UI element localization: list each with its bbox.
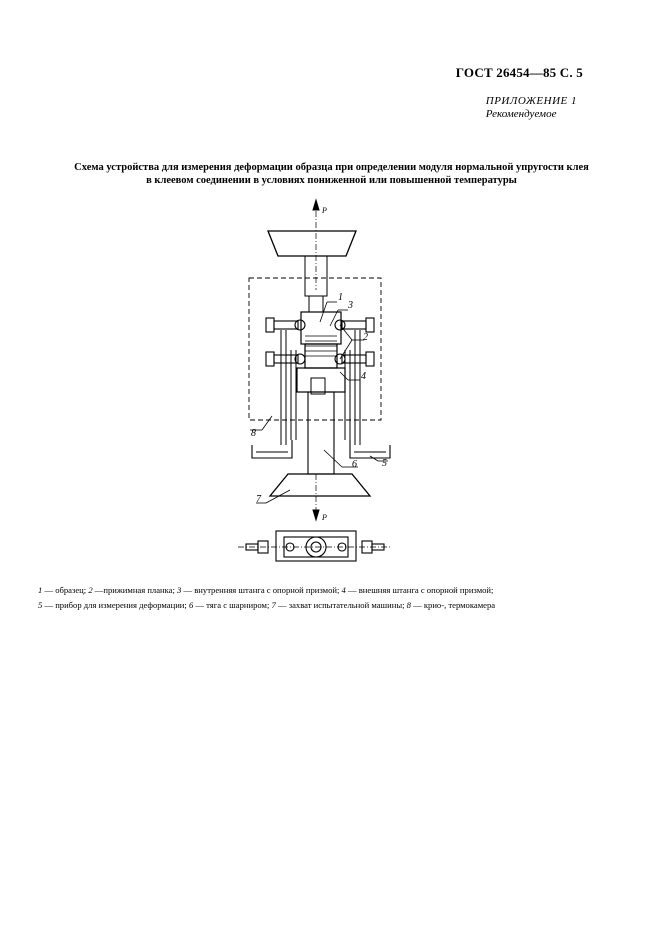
- legend-num: 7: [271, 600, 276, 610]
- force-arrow-top: [313, 200, 319, 290]
- specimen-assembly: [297, 312, 345, 394]
- label-2: 2: [363, 332, 368, 343]
- clamp-bars: [266, 318, 374, 366]
- legend-text: — внешняя штанга с опорной призмой;: [345, 585, 494, 595]
- measuring-rods: [281, 330, 360, 445]
- tie-rod: [308, 392, 334, 474]
- force-label-top: P: [322, 206, 327, 215]
- climate-chamber: [249, 278, 381, 420]
- label-5: 5: [382, 458, 387, 469]
- legend-num: 3: [177, 585, 182, 595]
- label-3: 3: [348, 300, 353, 311]
- legend-text: — захват испытательной машины;: [275, 600, 407, 610]
- deformation-gauge: [252, 440, 390, 458]
- legend-text: — крио-, термокамера: [410, 600, 496, 610]
- top-grip: [268, 231, 356, 256]
- annex-title: ПРИЛОЖЕНИЕ 1: [485, 95, 577, 107]
- legend-text: —прижимная планка;: [92, 585, 178, 595]
- legend-text: — образец;: [42, 585, 89, 595]
- legend-text: — тяга с шарниром;: [193, 600, 272, 610]
- legend-num: 1: [38, 585, 43, 595]
- label-1: 1: [338, 292, 343, 303]
- gost-header: ГОСТ 26454—85 С. 5: [455, 65, 583, 80]
- legend-num: 6: [188, 600, 194, 610]
- plan-view: [238, 531, 392, 561]
- force-label-bottom: P: [322, 513, 327, 522]
- legend-num: 4: [341, 585, 346, 595]
- legend-num: 5: [38, 600, 43, 610]
- top-rod-neck: [309, 296, 323, 312]
- label-7: 7: [256, 494, 261, 505]
- figure-title-line-2: в клеевом соединении в условиях пониженной или повышенной температуры: [146, 175, 517, 186]
- figure-legend: [38, 583, 638, 613]
- figure-title-line-1: Схема устройства для измерения деформации образца при определении модуля нормальной упругости клея: [74, 162, 589, 173]
- annex-note: Рекомендуемое: [485, 108, 557, 120]
- legend-line-2: [38, 598, 638, 613]
- legend-text: — внутренняя штанга с опорной призмой;: [181, 585, 342, 595]
- legend-line-1: [38, 583, 638, 598]
- label-6: 6: [352, 459, 357, 470]
- legend-text: — прибор для измерения деформации;: [42, 600, 189, 610]
- legend-num: 2: [88, 585, 93, 595]
- force-arrow-bottom: [313, 474, 319, 520]
- label-8: 8: [251, 428, 256, 439]
- legend-num: 8: [406, 600, 411, 610]
- label-4: 4: [361, 371, 366, 382]
